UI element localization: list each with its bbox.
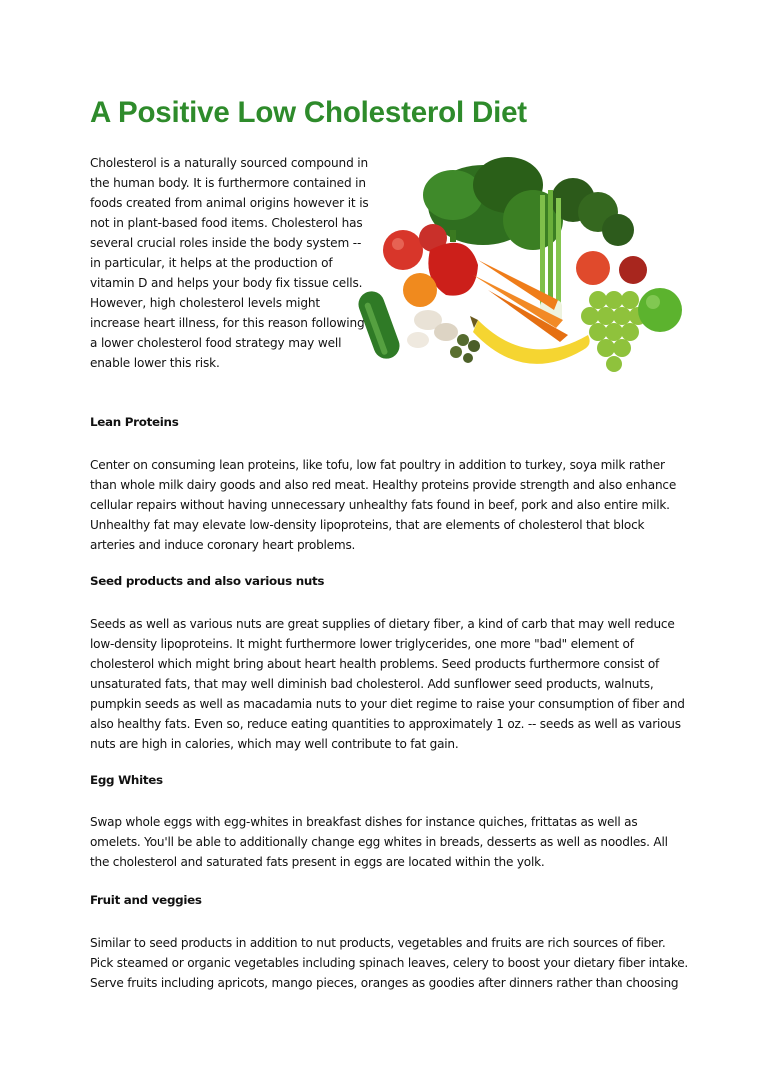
section-heading-seeds-nuts: Seed products and also various nuts — [90, 574, 325, 588]
section-text-fruit-veggies: Similar to seed products in addition to nut products, vegetables and fruits are rich sources of fiber. Pick steamed or organic vegetables including spinach leaves, celery to boost your dietary fiber intake. Serve fruits including apricots, mango pieces, oranges as goodies after dinners rather than choosing — [90, 936, 689, 990]
section-text-egg-whites: Swap whole eggs with egg-whites in breakfast dishes for instance quiches, frittatas as well as omelets. You'll be able to additionally change egg whites in breads, desserts as well as noodles. All the cholesterol and saturated fats present in eggs are located within the yolk. — [90, 815, 668, 869]
intro-paragraph: Cholesterol is a naturally sourced compound in the human body. It is furthermore contained in foods created from animal origins however it is not in plant-based food items. Cholesterol has several crucial roles inside the body system -- in particular, it helps at the production of vitamin D and helps your body fix tissue cells. However, high cholesterol levels might increase heart illness, for this reason following a lower cholesterol food strategy may well enable lower this risk. — [90, 156, 369, 370]
section-text-lean-proteins: Center on consuming lean proteins, like tofu, low fat poultry in addition to turkey, soya milk rather than whole milk dairy goods and also red meat. Healthy proteins provide strength and also enhance cellular repairs without having unnecessary unhealthy fats found in beef, pork and also entire milk. Unhealthy fat may elevate low-density lipoproteins, that are elements of cholesterol that block arteries and induce coronary heart problems. — [90, 458, 677, 552]
section-heading-egg-whites: Egg Whites — [90, 773, 163, 787]
section-heading-lean-proteins: Lean Proteins — [90, 415, 179, 429]
section-heading-fruit-veggies: Fruit and veggies — [90, 893, 202, 907]
vegetables-and-fruits-photo-icon — [358, 150, 688, 390]
page-title: A Positive Low Cholesterol Diet — [90, 96, 527, 129]
section-text-seeds-nuts: Seeds as well as various nuts are great supplies of dietary fiber, a kind of carb that may well reduce low-density lipoproteins. It might furthermore lower triglycerides, one more "bad" element of cholesterol which might bring about heart health problems. Seed products furthermore consist of unsaturated fats, that may well diminish bad cholesterol. Add sunflower seed products, walnuts, pumpkin seeds as well as macadamia nuts to your diet regime to raise your consumption of fiber and also healthy fats. Even so, reduce eating quantities to approximately 1 oz. -- seeds as well as various nuts are high in calories, which may well contribute to fat gain. — [90, 617, 685, 751]
